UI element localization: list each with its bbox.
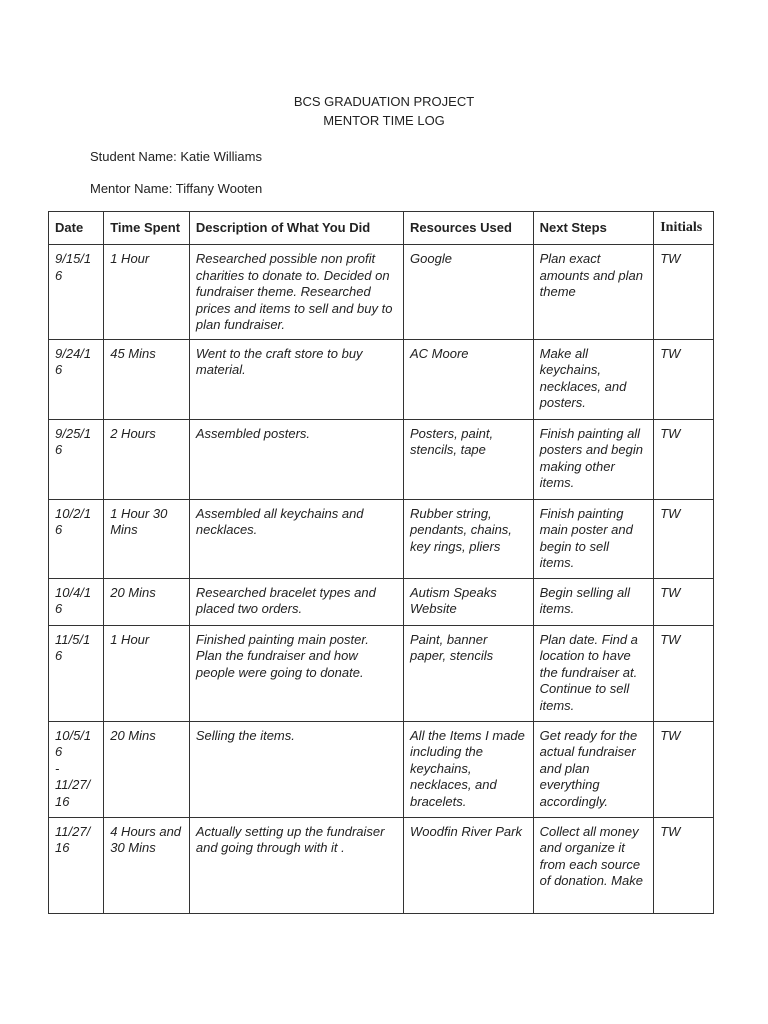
student-name-label: Student Name: bbox=[90, 149, 177, 164]
cell-description: Actually setting up the fundraiser and going through with it . bbox=[189, 817, 403, 913]
cell-time-spent: 2 Hours bbox=[104, 419, 190, 499]
cell-initials: TW bbox=[654, 721, 714, 817]
cell-description: Researched bracelet types and placed two orders. bbox=[189, 578, 403, 625]
cell-resources: Posters, paint, stencils, tape bbox=[404, 419, 534, 499]
cell-time-spent: 1 Hour 30 Mins bbox=[104, 499, 190, 578]
cell-description: Researched possible non profit charities to donate to. Decided on fundraiser theme. Researched prices and items to sell and buy to plan fundraiser. bbox=[189, 245, 403, 340]
time-log-table bbox=[48, 211, 714, 914]
table-row bbox=[49, 625, 714, 721]
cell-description: Went to the craft store to buy material. bbox=[189, 339, 403, 419]
cell-date: 10/2/16 bbox=[49, 499, 104, 578]
table-row bbox=[49, 721, 714, 817]
student-name-line bbox=[90, 147, 262, 166]
column-header-description: Description of What You Did bbox=[189, 212, 403, 245]
cell-next-steps: Make all keychains, necklaces, and posters. bbox=[533, 339, 654, 419]
cell-initials: TW bbox=[654, 625, 714, 721]
cell-date: 9/24/16 bbox=[49, 339, 104, 419]
cell-time-spent: 1 Hour bbox=[104, 245, 190, 340]
mentor-name-value: Tiffany Wooten bbox=[175, 181, 263, 196]
column-header-next-steps: Next Steps bbox=[533, 212, 654, 245]
cell-time-spent: 45 Mins bbox=[104, 339, 190, 419]
cell-time-spent: 4 Hours and 30 Mins bbox=[104, 817, 190, 913]
cell-date: 11/5/16 bbox=[49, 625, 104, 721]
cell-time-spent: 20 Mins bbox=[104, 578, 190, 625]
cell-resources: Google bbox=[404, 245, 534, 340]
cell-resources: Rubber string, pendants, chains, key rings, pliers bbox=[404, 499, 534, 578]
cell-initials: TW bbox=[654, 817, 714, 913]
column-header-time-spent: Time Spent bbox=[104, 212, 190, 245]
cell-date: 9/15/16 bbox=[49, 245, 104, 340]
cell-description: Assembled all keychains and necklaces. bbox=[189, 499, 403, 578]
cell-date: 11/27/ 16 bbox=[49, 817, 104, 913]
table-header-row bbox=[49, 212, 714, 245]
cell-resources: All the Items I made including the keychains, necklaces, and bracelets. bbox=[404, 721, 534, 817]
cell-initials: TW bbox=[654, 419, 714, 499]
table-row bbox=[49, 578, 714, 625]
cell-initials: TW bbox=[654, 578, 714, 625]
cell-date: 10/4/16 bbox=[49, 578, 104, 625]
column-header-initials: Initials bbox=[654, 212, 714, 245]
cell-resources: Autism Speaks Website bbox=[404, 578, 534, 625]
cell-resources: AC Moore bbox=[404, 339, 534, 419]
document-title: BCS GRADUATION PROJECT bbox=[293, 94, 475, 109]
column-header-resources: Resources Used bbox=[404, 212, 534, 245]
cell-resources: Woodfin River Park bbox=[404, 817, 534, 913]
cell-next-steps: Finish painting all posters and begin making other items. bbox=[533, 419, 654, 499]
table-row bbox=[49, 419, 714, 499]
column-header-date: Date bbox=[49, 212, 104, 245]
cell-next-steps: Finish painting main poster and begin to sell items. bbox=[533, 499, 654, 578]
mentor-name-line bbox=[90, 179, 262, 198]
student-name-value: Katie Williams bbox=[180, 149, 262, 164]
table-row bbox=[49, 817, 714, 913]
cell-time-spent: 1 Hour bbox=[104, 625, 190, 721]
table-row bbox=[49, 339, 714, 419]
cell-time-spent: 20 Mins bbox=[104, 721, 190, 817]
cell-next-steps: Get ready for the actual fundraiser and plan everything accordingly. bbox=[533, 721, 654, 817]
cell-next-steps: Plan exact amounts and plan theme bbox=[533, 245, 654, 340]
mentor-name-label: Mentor Name: bbox=[90, 181, 173, 196]
cell-description: Assembled posters. bbox=[189, 419, 403, 499]
cell-next-steps: Begin selling all items. bbox=[533, 578, 654, 625]
cell-initials: TW bbox=[654, 499, 714, 578]
table-row bbox=[49, 499, 714, 578]
cell-resources: Paint, banner paper, stencils bbox=[404, 625, 534, 721]
cell-initials: TW bbox=[654, 245, 714, 340]
cell-description: Selling the items. bbox=[189, 721, 403, 817]
cell-description: Finished painting main poster. Plan the fundraiser and how people were going to donate. bbox=[189, 625, 403, 721]
cell-date: 10/5/16 - 11/27/ 16 bbox=[49, 721, 104, 817]
cell-initials: TW bbox=[654, 339, 714, 419]
cell-next-steps: Plan date. Find a location to have the fundraiser at. Continue to sell items. bbox=[533, 625, 654, 721]
document-subtitle: MENTOR TIME LOG bbox=[323, 113, 445, 128]
cell-next-steps: Collect all money and organize it from each source of donation. Make bbox=[533, 817, 654, 913]
cell-date: 9/25/16 bbox=[49, 419, 104, 499]
table-row bbox=[49, 245, 714, 340]
